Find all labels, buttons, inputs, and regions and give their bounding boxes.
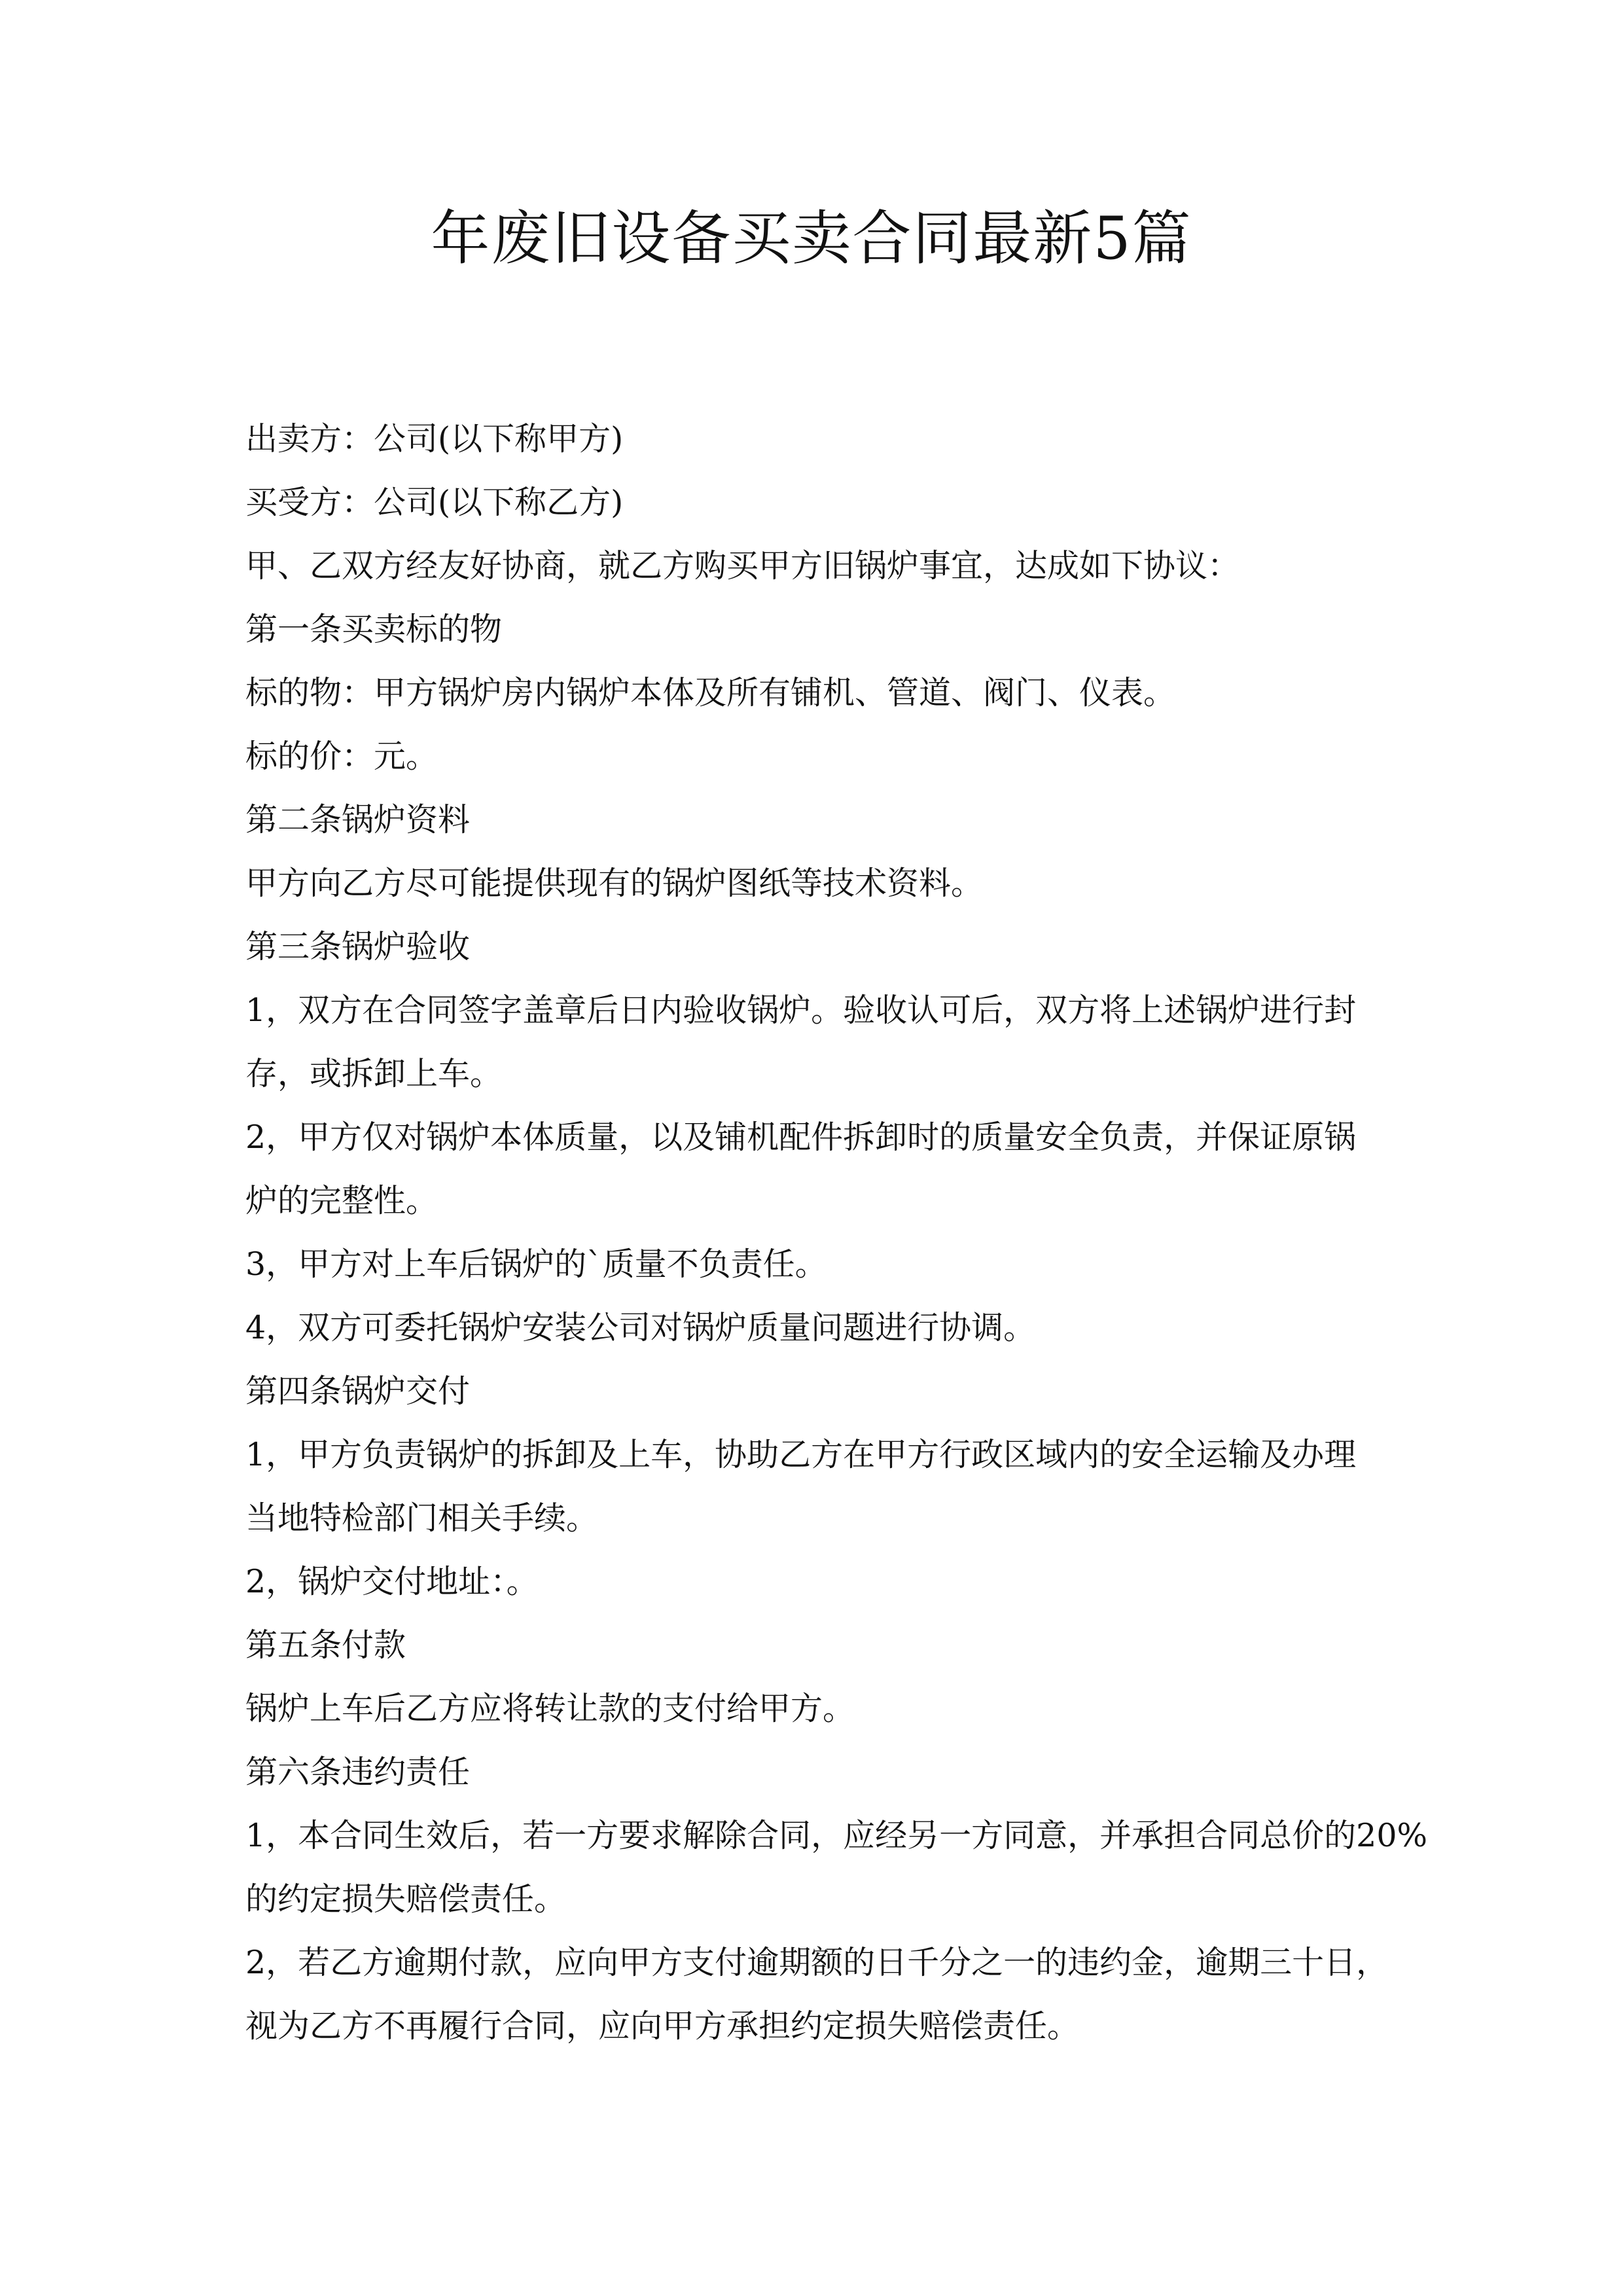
paragraph-line: 2，锅炉交付地址：。 — [245, 1563, 539, 1600]
paragraph-line: 1，本合同生效后，若一方要求解除合同，应经另一方同意，并承担合同总价的20% — [245, 1817, 1428, 1854]
paragraph-line: 4，双方可委托锅炉安装公司对锅炉质量问题进行协调。 — [245, 1309, 1036, 1346]
paragraph-line: 甲、乙双方经友好协商，就乙方购买甲方旧锅炉事宜，达成如下协议： — [245, 547, 1240, 584]
paragraph-line: 当地特检部门相关手续。 — [245, 1499, 599, 1537]
paragraph-line: 存，或拆卸上车。 — [245, 1055, 503, 1092]
paragraph-line: 第二条锅炉资料 — [245, 801, 471, 838]
paragraph-line: 3，甲方对上车后锅炉的`质量不负责任。 — [245, 1246, 827, 1283]
paragraph-line: 第六条违约责任 — [245, 1753, 471, 1791]
paragraph-line: 第一条买卖标的物 — [245, 611, 503, 648]
paragraph-line: 2，甲方仅对锅炉本体质量，以及铺机配件拆卸时的质量安全负责，并保证原锅 — [245, 1119, 1357, 1156]
paragraph-line: 买受方：公司(以下称乙方) — [245, 484, 624, 521]
paragraph-line: 第五条付款 — [245, 1626, 406, 1664]
paragraph-line: 1，双方在合同签字盖章后日内验收锅炉。验收认可后，双方将上述锅炉进行封 — [245, 992, 1357, 1029]
paragraph-line: 的约定损失赔偿责任。 — [245, 1880, 567, 1918]
paragraph-line: 锅炉上车后乙方应将转让款的支付给甲方。 — [245, 1690, 855, 1727]
paragraph-line: 2，若乙方逾期付款，应向甲方支付逾期额的日千分之一的违约金，逾期三十日， — [245, 1944, 1389, 1981]
paragraph-line: 1，甲方负责锅炉的拆卸及上车，协助乙方在甲方行政区域内的安全运输及办理 — [245, 1436, 1357, 1473]
paragraph-line: 炉的完整性。 — [245, 1182, 438, 1219]
paragraph-line: 标的价：元。 — [245, 738, 438, 775]
paragraph-line: 第三条锅炉验收 — [245, 928, 471, 965]
paragraph-line: 第四条锅炉交付 — [245, 1372, 471, 1410]
document-title: 年废旧设备买卖合同最新5篇 — [431, 204, 1192, 273]
paragraph-line: 出卖方：公司(以下称甲方) — [245, 420, 624, 457]
document-body — [245, 407, 1428, 2058]
paragraph-line: 视为乙方不再履行合同，应向甲方承担约定损失赔偿责任。 — [245, 2007, 1080, 2045]
paragraph-line: 标的物：甲方锅炉房内锅炉本体及所有铺机、管道、阀门、仪表。 — [245, 674, 1176, 711]
paragraph-line: 甲方向乙方尽可能提供现有的锅炉图纸等技术资料。 — [245, 865, 984, 902]
